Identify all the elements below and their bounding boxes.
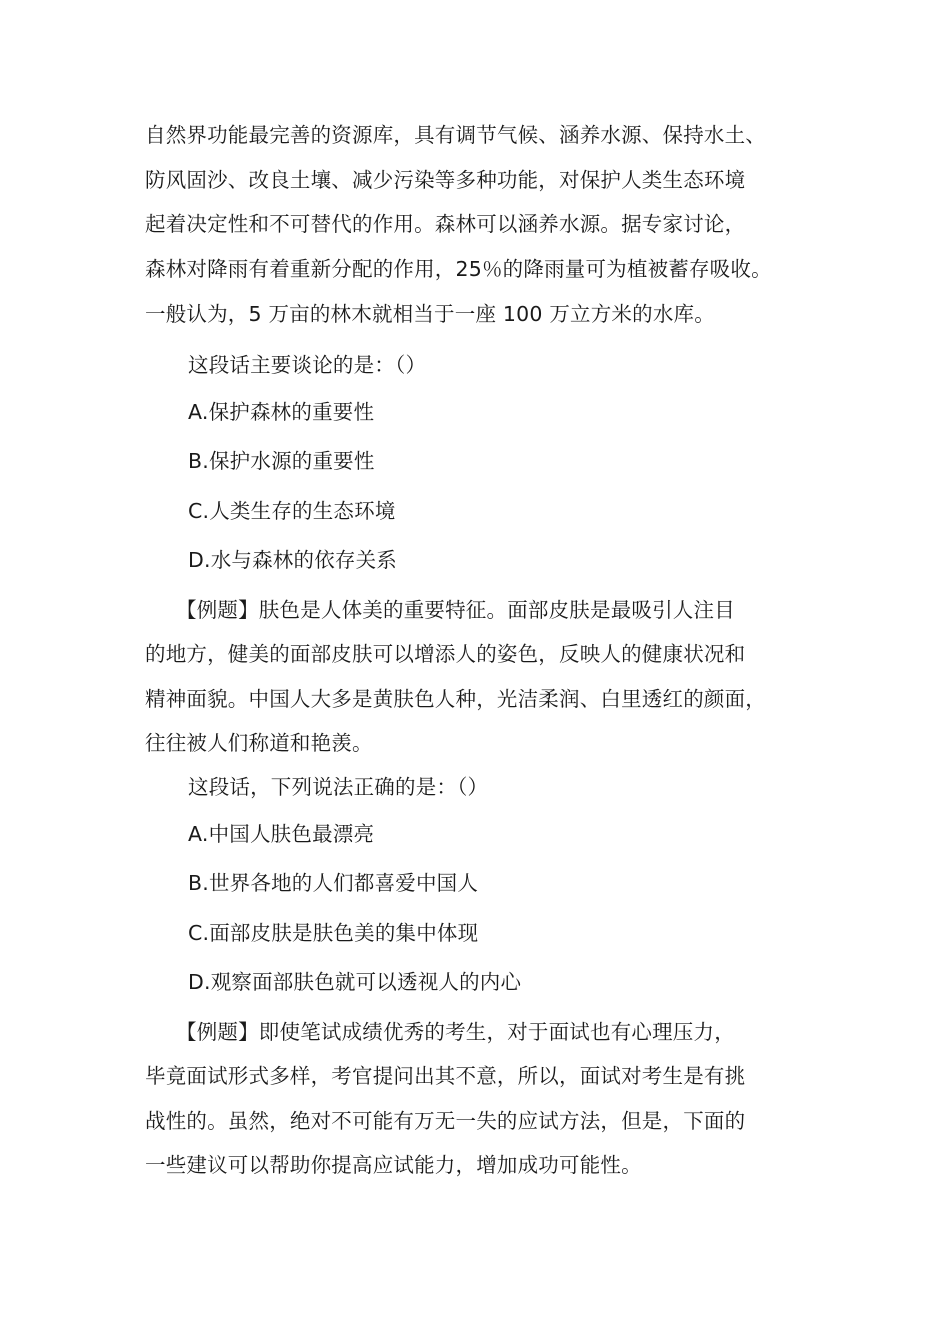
question2-option-c: C.面部皮肤是肤色美的集中体现 (188, 921, 479, 945)
passage2-line-4: 往往被人们称道和艳羡。 (145, 731, 373, 755)
question2-option-a: A.中国人肤色最漂亮 (188, 822, 375, 846)
question1-option-b: B.保护水源的重要性 (188, 449, 375, 473)
passage3-line-4: 一些建议可以帮助你提高应试能力，增加成功可能性。 (145, 1153, 642, 1177)
passage1-line-5: 一般认为，5 万亩的林木就相当于一座 100 万立方米的水库。 (145, 302, 715, 326)
question2-prompt: 这段话，下列说法正确的是：（） (188, 775, 489, 799)
passage3-line-3: 战性的。虽然，绝对不可能有万无一失的应试方法，但是，下面的 (145, 1109, 746, 1133)
passage2-line-1: 【例题】肤色是人体美的重要特征。面部皮肤是最吸引人注目 (176, 598, 735, 622)
passage1-line-3: 起着决定性和不可替代的作用。森林可以涵养水源。据专家讨论， (145, 212, 746, 236)
passage1-line-4: 森林对降雨有着重新分配的作用，25％的降雨量可为植被蓄存吸收。 (145, 257, 772, 281)
question1-option-c: C.人类生存的生态环境 (188, 499, 396, 523)
question1-prompt: 这段话主要谈论的是：（） (188, 353, 427, 377)
question2-option-b: B.世界各地的人们都喜爱中国人 (188, 871, 479, 895)
passage3-line-1: 【例题】即使笔试成绩优秀的考生，对于面试也有心理压力， (176, 1020, 735, 1044)
passage2-line-2: 的地方，健美的面部皮肤可以增添人的姿色，反映人的健康状况和 (145, 642, 746, 666)
passage1-line-2: 防风固沙、改良土壤、减少污染等多种功能，对保护人类生态环境 (145, 168, 746, 192)
question1-option-a: A.保护森林的重要性 (188, 400, 375, 424)
passage3-line-2: 毕竟面试形式多样，考官提问出其不意，所以，面试对考生是有挑 (145, 1064, 746, 1088)
question1-option-d: D.水与森林的依存关系 (188, 548, 398, 572)
question2-option-d: D.观察面部肤色就可以透视人的内心 (188, 970, 522, 994)
passage2-line-3: 精神面貌。中国人大多是黄肤色人种，光洁柔润、白里透红的颜面， (145, 687, 766, 711)
passage1-line-1: 自然界功能最完善的资源库，具有调节气候、涵养水源、保持水土、 (145, 123, 766, 147)
